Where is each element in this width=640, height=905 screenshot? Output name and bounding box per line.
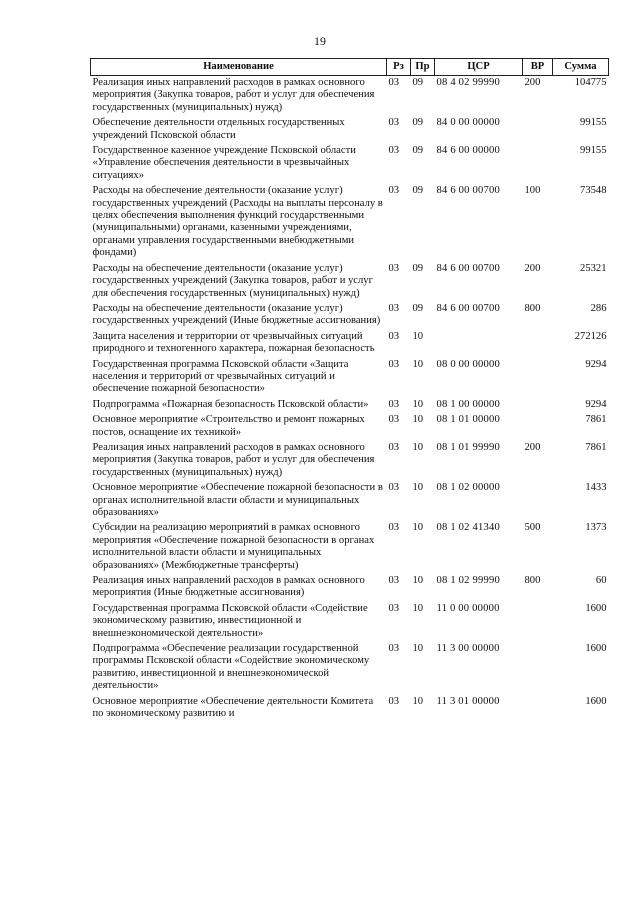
row-vr: 200 xyxy=(524,262,541,274)
row-csr: 84 6 00 00700 xyxy=(436,302,501,314)
header-vr: ВР xyxy=(523,59,553,76)
row-vr: 800 xyxy=(524,302,541,314)
row-vr xyxy=(523,693,553,721)
row-pr: 10 xyxy=(412,398,424,410)
row-vr xyxy=(523,142,553,182)
row-sum: 7861 xyxy=(585,414,607,426)
row-sum: 1600 xyxy=(585,695,607,707)
row-name: Расходы на обеспечение деятельности (оказание услуг) государственных учреждений (Закупка товаров, работ и услуг для обеспечения государственных (муниципальных) нужд) xyxy=(92,262,373,299)
table-row xyxy=(91,396,609,411)
row-vr: 200 xyxy=(524,441,541,453)
row-sum: 73548 xyxy=(580,185,607,197)
row-csr: 08 1 02 99990 xyxy=(436,575,501,587)
row-csr: 08 1 01 99990 xyxy=(436,441,501,453)
row-pr: 10 xyxy=(412,522,424,534)
row-vr xyxy=(523,396,553,411)
row-pr: 10 xyxy=(412,441,424,453)
table-row xyxy=(91,356,609,396)
row-vr: 200 xyxy=(524,77,541,88)
row-csr: 11 0 00 00000 xyxy=(436,602,500,614)
table-row xyxy=(91,439,609,479)
table-row xyxy=(91,182,609,259)
row-rz: 03 xyxy=(388,330,400,342)
row-rz: 03 xyxy=(388,145,400,157)
row-rz: 03 xyxy=(388,441,400,453)
row-csr: 08 1 02 00000 xyxy=(436,482,501,494)
table-row xyxy=(91,411,609,439)
row-pr: 09 xyxy=(412,185,424,197)
row-sum: 60 xyxy=(595,575,607,587)
row-sum: 9294 xyxy=(585,358,607,370)
row-rz: 03 xyxy=(388,77,400,88)
row-name: Государственная программа Псковской области «Содействие экономическому развитию, инвестиционной и внешнеэкономической деятельности» xyxy=(92,602,368,639)
row-pr: 10 xyxy=(412,695,424,707)
table-row xyxy=(91,76,609,115)
row-vr xyxy=(523,479,553,519)
row-name: Защита населения и территории от чрезвычайных ситуаций природного и техногенного характера, пожарная безопасность xyxy=(92,330,375,355)
row-sum: 286 xyxy=(590,302,607,314)
table-row xyxy=(91,572,609,600)
row-csr: 84 6 00 00700 xyxy=(436,262,501,274)
table-body xyxy=(91,76,609,721)
table-row xyxy=(91,600,609,640)
row-sum: 1433 xyxy=(585,482,607,494)
row-rz: 03 xyxy=(388,358,400,370)
row-csr: 84 0 00 00000 xyxy=(436,117,501,129)
row-rz: 03 xyxy=(388,643,400,655)
table-row xyxy=(91,114,609,142)
row-vr: 100 xyxy=(524,185,541,197)
row-csr: 84 6 00 00700 xyxy=(436,185,501,197)
header-pr: Пр xyxy=(411,59,435,76)
row-name: Подпрограмма «Обеспечение реализации государственной программы Псковской области «Содействие экономическому развитию, инвестиционной и внешнеэкономической деятельности» xyxy=(92,643,370,692)
row-sum: 104775 xyxy=(574,77,607,88)
table-row xyxy=(91,640,609,693)
row-sum: 272126 xyxy=(574,330,607,342)
row-sum: 99155 xyxy=(580,117,607,129)
row-vr: 500 xyxy=(524,522,541,534)
header-sum: Сумма xyxy=(553,59,609,76)
row-rz: 03 xyxy=(388,695,400,707)
row-rz: 03 xyxy=(388,185,400,197)
row-pr: 10 xyxy=(412,643,424,655)
row-name: Реализация иных направлений расходов в рамках основного мероприятия (Иные бюджетные ассигнования) xyxy=(92,575,365,599)
row-pr: 09 xyxy=(412,145,424,157)
row-pr: 10 xyxy=(412,414,424,426)
row-csr: 08 1 00 00000 xyxy=(436,398,501,410)
row-pr: 10 xyxy=(412,358,424,370)
row-name: Государственное казенное учреждение Псковской области «Управление обеспечения деятельности в чрезвычайных ситуациях» xyxy=(92,145,356,181)
row-name: Подпрограмма «Пожарная безопасность Псковской области» xyxy=(92,398,369,410)
row-csr: 08 4 02 99990 xyxy=(436,77,501,88)
row-pr: 09 xyxy=(412,262,424,274)
row-sum: 25321 xyxy=(580,262,607,274)
row-pr: 10 xyxy=(412,330,424,342)
row-rz: 03 xyxy=(388,414,400,426)
row-rz: 03 xyxy=(388,482,400,494)
row-name: Основное мероприятие «Обеспечение деятельности Комитета по экономическому развитию и xyxy=(92,695,374,720)
row-pr: 10 xyxy=(412,482,424,494)
row-sum: 1600 xyxy=(585,643,607,655)
row-name: Реализация иных направлений расходов в рамках основного мероприятия (Закупка товаров, работ и услуг для обеспечения государственных (муниципальных) нужд) xyxy=(92,77,375,113)
table-row xyxy=(91,260,609,300)
table-header xyxy=(91,59,609,76)
row-name: Расходы на обеспечение деятельности (оказание услуг) государственных учреждений (Иные бюджетные ассигнования) xyxy=(92,302,381,327)
row-csr: 84 6 00 00000 xyxy=(436,145,501,157)
row-rz: 03 xyxy=(388,398,400,410)
table-row xyxy=(91,328,609,356)
table-row xyxy=(91,519,609,572)
header-rz: Рз xyxy=(387,59,411,76)
row-sum: 99155 xyxy=(580,145,607,157)
row-sum: 7861 xyxy=(585,441,607,453)
row-rz: 03 xyxy=(388,575,400,587)
row-sum: 1373 xyxy=(585,522,607,534)
row-csr: 08 0 00 00000 xyxy=(436,358,501,370)
row-csr: 08 1 02 41340 xyxy=(436,522,501,534)
row-vr: 800 xyxy=(524,575,541,587)
header-csr: ЦСР xyxy=(435,59,523,76)
row-pr: 09 xyxy=(412,77,424,88)
table-row xyxy=(91,142,609,182)
row-csr: 11 3 01 00000 xyxy=(436,695,500,707)
row-rz: 03 xyxy=(388,302,400,314)
row-pr: 09 xyxy=(412,302,424,314)
row-pr: 10 xyxy=(412,602,424,614)
row-rz: 03 xyxy=(388,262,400,274)
row-vr xyxy=(523,640,553,693)
row-csr: 11 3 00 00000 xyxy=(436,643,500,655)
row-vr xyxy=(523,411,553,439)
row-name: Основное мероприятие «Строительство и ремонт пожарных постов, оснащение их техникой» xyxy=(92,414,365,438)
row-name: Субсидии на реализацию мероприятий в рамках основного мероприятия «Обеспечение пожарной безопасности в органах исполнительной власти области и муниципальных образованиях» (Межбюджетные трансферты) xyxy=(92,522,375,571)
row-pr: 10 xyxy=(412,575,424,587)
row-vr xyxy=(523,600,553,640)
row-csr xyxy=(435,328,523,356)
row-rz: 03 xyxy=(388,602,400,614)
row-vr xyxy=(523,114,553,142)
row-name: Расходы на обеспечение деятельности (оказание услуг) государственных учреждений (Расходы на выплаты персоналу в целях обеспечения выполнения функций государственными (муниципальными) органами, казенными учреждениями, органами управления государственными внебюджетными фондами) xyxy=(92,185,383,259)
row-pr: 09 xyxy=(412,117,424,129)
page-number: 19 xyxy=(314,34,326,48)
row-sum: 1600 xyxy=(585,602,607,614)
table-row xyxy=(91,479,609,519)
row-name: Государственная программа Псковской области «Защита населения и территорий от чрезвычайных ситуаций и обеспечение пожарной безопасности» xyxy=(92,358,349,395)
row-name: Основное мероприятие «Обеспечение пожарной безопасности в органах исполнительной власти области и муниципальных образованиях» xyxy=(92,482,383,518)
row-csr: 08 1 01 00000 xyxy=(436,414,501,426)
row-vr xyxy=(523,328,553,356)
row-rz: 03 xyxy=(388,522,400,534)
row-vr xyxy=(523,356,553,396)
row-rz: 03 xyxy=(388,117,400,129)
row-name: Реализация иных направлений расходов в рамках основного мероприятия (Закупка товаров, работ и услуг для обеспечения государственных (муниципальных) нужд) xyxy=(92,441,375,478)
header-name: Наименование xyxy=(91,59,387,76)
row-sum: 9294 xyxy=(585,398,607,410)
table-row xyxy=(91,300,609,328)
table-row xyxy=(91,693,609,721)
budget-table xyxy=(90,58,609,721)
row-name: Обеспечение деятельности отдельных государственных учреждений Псковской области xyxy=(92,117,345,141)
